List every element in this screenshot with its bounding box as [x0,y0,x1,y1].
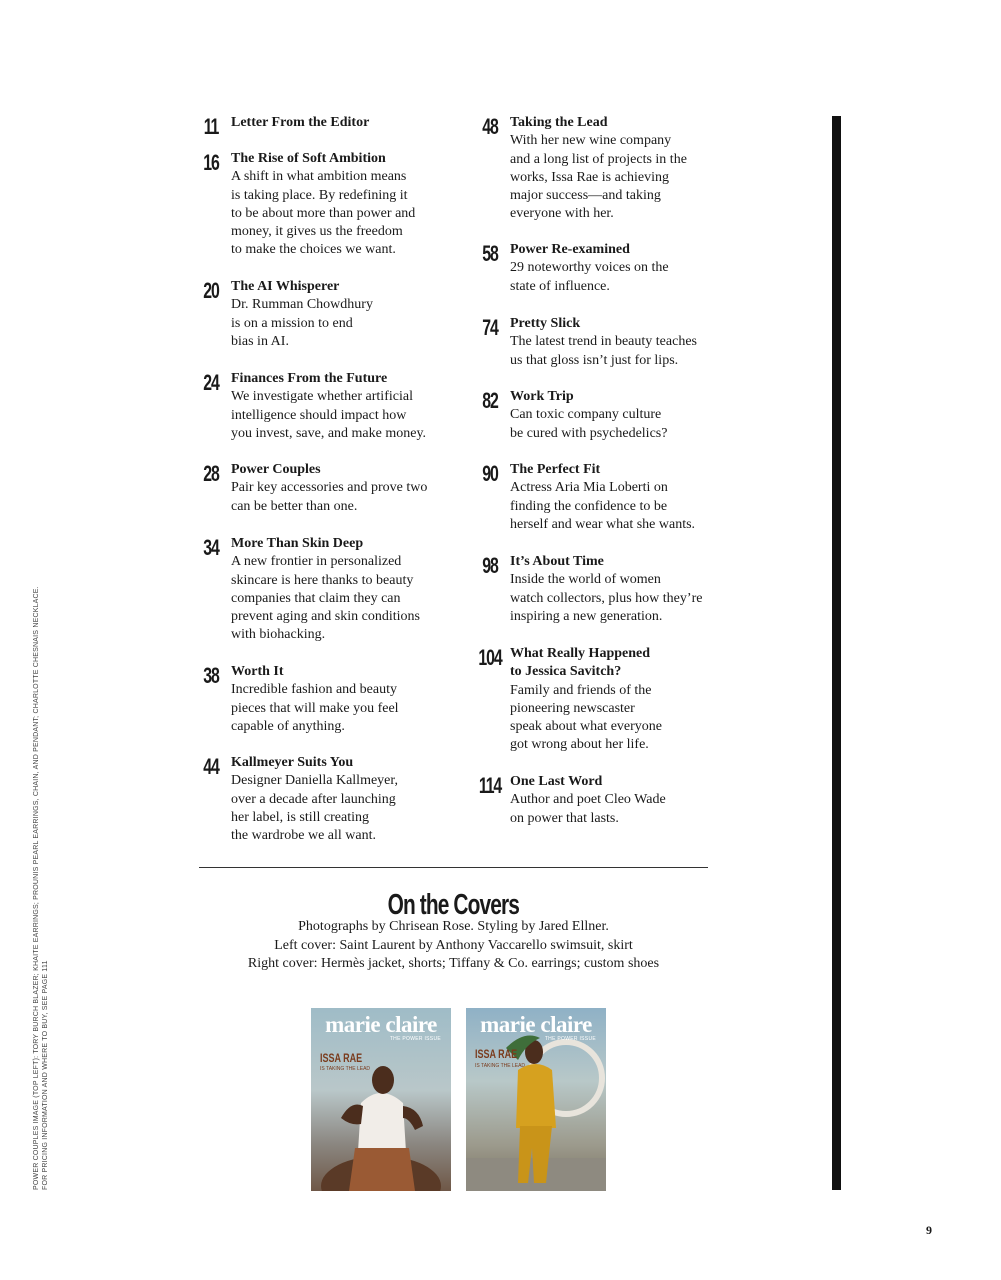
toc-page-number: 48 [482,114,498,139]
toc-description-line: We investigate whether artificial [231,389,413,405]
toc-description-line: A new frontier in personalized [231,554,402,570]
toc-description-line: works, Issa Rae is achieving [510,169,670,185]
toc-title-line: More Than Skin Deep [231,536,364,551]
toc-description-line: watch collectors, plus how they’re [510,590,703,606]
toc-description-line: money, it gives us the freedom [231,224,403,240]
cover-subtitle: IS TAKING THE LEAD [475,1063,526,1069]
toc-description-line: A shift in what ambition means [231,169,407,185]
right-cover-image [466,1008,606,1191]
toc-page-number: 34 [203,535,219,560]
toc-entry-title [510,553,604,571]
toc-description-line: skincare is here thanks to beauty [231,572,414,588]
cover-subtitle: IS TAKING THE LEAD [320,1066,371,1072]
toc-entry-description [510,682,662,755]
toc-description-line: capable of anything. [231,718,345,734]
toc-page-number: 16 [203,150,219,175]
toc-page-number: 58 [482,241,498,266]
toc-description-line: pieces that will make you feel [231,700,399,716]
left-cover-image [311,1008,451,1191]
toc-description-line: Family and friends of the [510,682,652,698]
toc-entry-description [510,571,702,626]
toc-entry-title [231,370,387,388]
toc-description-line: you invest, save, and make money. [231,425,427,441]
toc-entry-description [231,772,398,845]
toc-page-number: 38 [203,663,219,688]
covers-heading: On the Covers [387,889,520,921]
toc-description-line: bias in AI. [231,333,289,349]
cover-masthead: marie claire [325,1012,437,1037]
toc-description-line: intelligence should impact how [231,407,407,423]
toc-description-line: to make the choices we want. [231,242,396,258]
toc-title-line: Taking the Lead [510,115,608,130]
toc-title-line: Pretty Slick [510,316,581,331]
toc-title-line: Power Couples [231,462,321,477]
covers-credit-line: Right cover: Hermès jacket, shorts; Tiffany & Co. earrings; custom shoes [247,956,660,971]
toc-entry-title [231,663,284,681]
photo-credit-line: FOR PRICING INFORMATION AND WHERE TO BUY, SEE PAGE 111 [41,960,49,1190]
toc-title-line: Finances From the Future [231,371,388,386]
toc-entry-description [231,296,373,351]
toc-entry-title [231,535,363,553]
toc-description-line: and a long list of projects in the [510,151,687,167]
toc-description-line: over a decade after launching [231,791,396,807]
toc-description-line: Author and poet Cleo Wade [510,792,666,808]
toc-entry-description [510,333,697,370]
cover-issue-label: THE POWER ISSUE [389,1036,441,1042]
toc-entry-title [510,645,650,682]
toc-entry-title [510,461,600,479]
toc-description-line: Can toxic company culture [510,407,662,423]
toc-description-line: Actress Aria Mia Loberti on [510,480,668,496]
toc-description-line: Dr. Rumman Chowdhury [231,297,373,313]
toc-description-line: can be better than one. [231,498,358,514]
toc-description-line: with biohacking. [231,627,326,643]
toc-page-number: 82 [482,388,498,413]
toc-entry-title [231,278,339,296]
toc-page-number: 114 [478,773,502,798]
toc-entry-description [510,479,695,534]
toc-description-line: the wardrobe we all want. [231,828,376,844]
page-number: 9 [926,1223,932,1237]
toc-entry-title [231,461,321,479]
toc-page-number: 28 [203,461,219,486]
toc-entry-description [231,168,415,259]
toc-description-line: 29 noteworthy voices on the [510,260,669,276]
toc-page-number: 11 [203,114,219,139]
toc-entry-description [510,406,667,443]
toc-description-line: to be about more than power and [231,205,416,221]
toc-page-number: 44 [203,754,219,779]
toc-description-line: Pair key accessories and prove two [231,480,428,496]
toc-description-line: on power that lasts. [510,810,619,826]
cover-name: ISSA RAE [475,1047,518,1061]
toc-title-line: Worth It [231,664,284,679]
cover-name: ISSA RAE [320,1051,363,1065]
toc-entry-description [231,681,399,736]
toc-description-line: finding the confidence to be [510,498,668,514]
toc-title-line: It’s About Time [510,554,604,569]
toc-description-line: speak about what everyone [510,719,662,735]
toc-page-number: 98 [482,553,498,578]
covers-credits [199,918,708,974]
toc-entry-title [231,114,369,132]
toc-description-line: prevent aging and skin conditions [231,609,420,625]
toc-page-number: 90 [482,461,498,486]
toc-description-line: companies that claim they can [231,590,401,606]
toc-description-line: be cured with psychedelics? [510,425,668,441]
toc-title-line: Letter From the Editor [231,115,370,130]
section-divider [199,867,708,868]
toc-title-line: The AI Whisperer [231,279,340,294]
toc-entry-title [231,150,386,168]
covers-credit-line: Left cover: Saint Laurent by Anthony Vaccarello swimsuit, skirt [274,937,633,953]
toc-entry-title [510,315,580,333]
toc-page-number: 20 [203,278,219,303]
toc-description-line: major success—and taking [510,188,661,204]
covers-credit-line: Photographs by Chrisean Rose. Styling by Jared Ellner. [298,919,609,934]
cover-issue-label: THE POWER ISSUE [544,1036,596,1042]
toc-title-line: Work Trip [510,389,574,404]
toc-title-line: to Jessica Savitch? [510,664,622,680]
cover-masthead: marie claire [480,1012,592,1037]
toc-description-line: state of influence. [510,278,610,294]
toc-page-number: 104 [478,645,502,670]
toc-entry-title [510,773,602,791]
toc-entry-description [510,259,669,296]
toc-description-line: Inside the world of women [510,572,661,588]
photo-credit-vertical [33,586,50,1190]
toc-description-line: is taking place. By redefining it [231,187,408,203]
toc-entry-title [231,754,353,772]
toc-entry-description [231,388,426,443]
toc-description-line: herself and wear what she wants. [510,516,696,532]
toc-entry-title [510,388,574,406]
toc-entry-description [510,132,687,223]
toc-title-line: What Really Happened [510,646,651,661]
toc-title-line: Kallmeyer Suits You [231,755,354,770]
toc-page-number: 24 [203,370,219,395]
toc-description-line: us that gloss isn’t just for lips. [510,352,679,368]
toc-page-number: 74 [482,315,498,340]
toc-description-line: Incredible fashion and beauty [231,682,397,698]
toc-description-line: The latest trend in beauty teaches [510,334,697,350]
toc-title-line: The Perfect Fit [510,462,601,477]
toc-entry-title [510,241,630,259]
toc-entry-title [510,114,608,132]
toc-description-line: Designer Daniella Kallmeyer, [231,773,398,789]
toc-title-line: One Last Word [510,774,603,789]
toc-description-line: everyone with her. [510,206,614,222]
photo-credit-line: POWER COUPLES IMAGE (TOP LEFT): TORY BURCH BLAZER; KHAITE EARRINGS; PROUNIS PEARL EARRINGS, CHAIN, AND PENDANT; CHARLOTTE CHESNAIS NECKLACE. [33,586,40,1190]
toc-description-line: pioneering newscaster [510,700,635,716]
decorative-side-bar [832,116,841,1190]
toc-description-line: her label, is still creating [231,809,370,825]
toc-entry-description [231,553,420,644]
toc-description-line: inspiring a new generation. [510,608,663,624]
toc-entry-description [510,791,666,828]
toc-description-line: With her new wine company [510,133,672,149]
toc-description-line: is on a mission to end [231,315,353,331]
toc-title-line: The Rise of Soft Ambition [231,151,386,166]
toc-entry-description [231,479,427,516]
toc-description-line: got wrong about her life. [510,737,649,753]
toc-title-line: Power Re-examined [510,242,630,257]
